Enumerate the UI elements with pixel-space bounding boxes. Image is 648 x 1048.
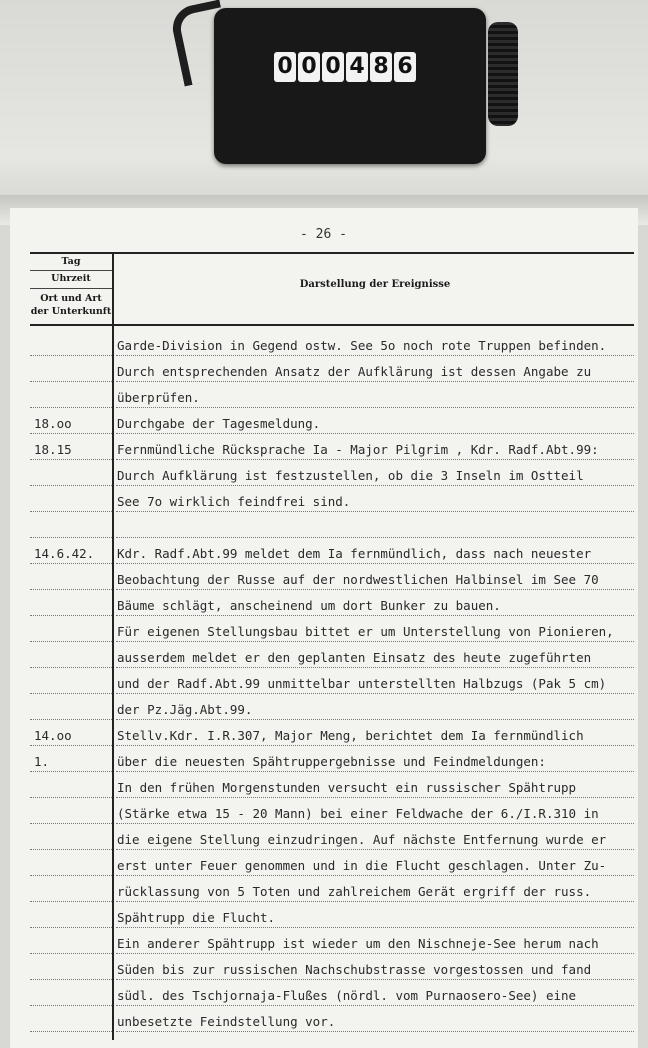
entry-text: Durchgabe der Tagesmeldung.	[117, 416, 321, 431]
table-row	[30, 668, 634, 694]
frame-counter-device	[214, 8, 486, 164]
header-separator	[30, 288, 112, 289]
table-row	[30, 330, 634, 356]
table-row	[30, 512, 634, 538]
entry-text: Stellv.Kdr. I.R.307, Major Meng, berichtet dem Ia fernmündlich	[117, 728, 584, 743]
entry-text: Durch entsprechenden Ansatz der Aufklärung ist dessen Angabe zu	[117, 364, 592, 379]
header-ort: Ort und Art der Unterkunft	[30, 293, 112, 317]
entry-text: rücklassung von 5 Toten und zahlreichem Gerät ergriff der russ.	[117, 884, 592, 899]
table-row	[30, 772, 634, 798]
entry-text: südl. des Tschjornaja-Flußes (nördl. vom Purnaosero-See) eine	[117, 988, 577, 1003]
table-row	[30, 954, 634, 980]
entry-text: und der Radf.Abt.99 unmittelbar unterstellten Halbzugs (Pak 5 cm)	[117, 676, 607, 691]
table-row	[30, 746, 634, 772]
entry-text: unbesetzte Feindstellung vor.	[117, 1014, 336, 1029]
table-row	[30, 486, 634, 512]
table-row	[30, 694, 634, 720]
counter-digit: 6	[394, 52, 416, 82]
entry-text: Bäume schlägt, anscheinend um dort Bunker zu bauen.	[117, 598, 501, 613]
table-row	[30, 824, 634, 850]
table-row	[30, 1006, 634, 1032]
entry-time: 18.15	[34, 442, 72, 457]
row-rule-right	[116, 1031, 634, 1032]
header-bottom-rule	[30, 324, 634, 326]
table-row	[30, 616, 634, 642]
counter-digit: 4	[346, 52, 368, 82]
table-row	[30, 408, 634, 434]
entry-text: Durch Aufklärung ist festzustellen, ob die 3 Inseln im Ostteil	[117, 468, 584, 483]
table-row	[30, 902, 634, 928]
entry-text: ausserdem meldet er den geplanten Einsatz des heute zugeführten	[117, 650, 592, 665]
entry-text: Süden bis zur russischen Nachschubstrasse vorgestossen und fand	[117, 962, 592, 977]
header-top-rule	[30, 252, 634, 254]
counter-digit: 8	[370, 52, 392, 82]
counter-digit: 0	[322, 52, 344, 82]
entry-text: die eigene Stellung einzudringen. Auf nächste Entfernung wurde er	[117, 832, 607, 847]
header-tag: Tag	[61, 256, 81, 267]
table-row	[30, 928, 634, 954]
table-row	[30, 564, 634, 590]
entry-text: Spähtrupp die Flucht.	[117, 910, 276, 925]
table-row	[30, 798, 634, 824]
entry-text: (Stärke etwa 15 - 20 Mann) bei einer Feldwache der 6./I.R.310 in	[117, 806, 599, 821]
entry-text: See 7o wirklich feindfrei sind.	[117, 494, 351, 509]
header-uhrzeit: Uhrzeit	[51, 273, 91, 284]
table-row	[30, 980, 634, 1006]
entry-text: Beobachtung der Russe auf der nordwestlichen Halbinsel im See 70	[117, 572, 599, 587]
entry-time: 18.oo	[34, 416, 72, 431]
entry-text: Für eigenen Stellungsbau bittet er um Unterstellung von Pionieren,	[117, 624, 614, 639]
table-row	[30, 720, 634, 746]
table-row	[30, 876, 634, 902]
counter-digit: 0	[274, 52, 296, 82]
table-row	[30, 590, 634, 616]
table-row	[30, 642, 634, 668]
entry-text: erst unter Feuer genommen und in die Flucht geschlagen. Unter Zu-	[117, 858, 607, 873]
counter-knob	[488, 22, 518, 126]
entry-text: In den frühen Morgenstunden versucht ein russischer Spähtrupp	[117, 780, 577, 795]
entry-text: über die neuesten Spähtruppergebnisse und Feindmeldungen:	[117, 754, 546, 769]
table-row	[30, 460, 634, 486]
page-number: - 26 -	[300, 227, 347, 242]
entry-text: Kdr. Radf.Abt.99 meldet dem Ia fernmündlich, dass nach neuester	[117, 546, 592, 561]
table-row	[30, 382, 634, 408]
entry-text: der Pz.Jäg.Abt.99.	[117, 702, 253, 717]
entry-time: 14.oo	[34, 728, 72, 743]
entry-text: Ein anderer Spähtrupp ist wieder um den Nischneje-See herum nach	[117, 936, 599, 951]
entry-text: Fernmündliche Rücksprache Ia - Major Pilgrim , Kdr. Radf.Abt.99:	[117, 442, 599, 457]
entry-text: Garde-Division in Gegend ostw. See 5o noch rote Truppen befinden.	[117, 338, 607, 353]
entry-time: 14.6.42.	[34, 546, 95, 561]
counter-digits	[274, 52, 416, 84]
entry-time: 1.	[34, 754, 50, 769]
table-row	[30, 434, 634, 460]
table-row	[30, 850, 634, 876]
table-row	[30, 356, 634, 382]
row-rule-left	[30, 1031, 112, 1032]
header-darstellung: Darstellung der Ereignisse	[299, 279, 451, 290]
counter-digit: 0	[298, 52, 320, 82]
header-separator	[30, 270, 112, 271]
entry-text: überprüfen.	[117, 390, 200, 405]
table-row	[30, 538, 634, 564]
